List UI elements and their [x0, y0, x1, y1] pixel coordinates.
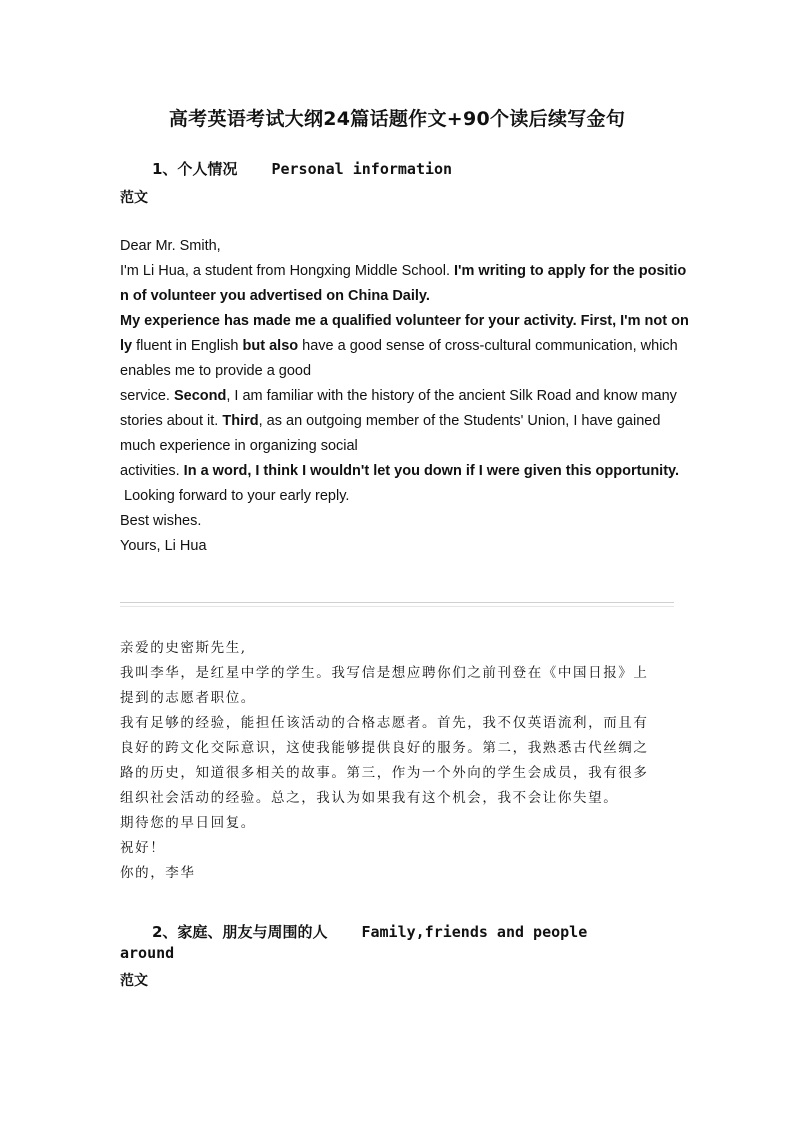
letter-en-line-5: ly fluent in English but also have a good sense of cross-cultural communication, which [120, 338, 678, 354]
letter-cn-line-5: 良好的跨文化交际意识，这使我能够提供良好的服务。第二，我熟悉古代丝绸之 [120, 740, 649, 756]
letter-cn-line-7: 组织社会活动的经验。总之，我认为如果我有这个机会，我不会让你失望。 [120, 790, 619, 806]
section-2-heading-continued: around [120, 944, 175, 962]
letter-en-line-4: My experience has made me a qualified volunteer for your activity. First, I'm not on [120, 313, 689, 329]
letter-en-line-3: n of volunteer you advertised on China Daily. [120, 288, 430, 304]
letter-cn-line-6: 路的历史，知道很多相关的故事。第三，作为一个外向的学生会成员，我有很多 [120, 765, 649, 781]
letter-en-signature: Yours, Li Hua [120, 538, 207, 554]
letter-en-line-11: Looking forward to your early reply. [124, 488, 350, 504]
letter-en-line-8: stories about it. Third, as an outgoing member of the Students' Union, I have gained [120, 413, 661, 429]
page-title: 高考英语考试大纲24篇话题作文+90个读后续写金句 [168, 108, 626, 130]
letter-cn-line-1: 亲爱的史密斯先生, [120, 640, 247, 656]
section-1-heading-cn: 1、个人情况 [152, 160, 238, 178]
letter-cn-line-4: 我有足够的经验，能担任该活动的合格志愿者。首先，我不仅英语流利，而且有 [120, 715, 649, 731]
letter-en-line-6: enables me to provide a good [120, 363, 312, 379]
letter-cn-line-10: 你的，李华 [120, 865, 196, 881]
section-2-heading-cn: 2、家庭、朋友与周围的人 [152, 923, 328, 941]
section-1-sample-label: 范文 [120, 190, 148, 206]
section-2-heading-en: Family,friends and people [361, 923, 588, 941]
letter-cn-line-9: 祝好！ [120, 840, 166, 856]
letter-en-line-2: I'm Li Hua, a student from Hongxing Middle School. I'm writing to apply for the positio [120, 263, 687, 279]
letter-cn-line-3: 提到的志愿者职位。 [120, 690, 256, 706]
letter-en-line-7: service. Second, I am familiar with the history of the ancient Silk Road and know many [120, 388, 677, 404]
letter-en-line-10: activities. In a word, I think I wouldn't let you down if I were given this opportunity. [120, 463, 680, 479]
letter-cn-line-8: 期待您的早日回复。 [120, 815, 256, 831]
letter-en-greeting: Dear Mr. Smith, [120, 238, 221, 254]
section-2-heading [152, 921, 587, 942]
letter-en-line-12: Best wishes. [120, 513, 202, 529]
section-2-sample-label: 范文 [120, 973, 148, 989]
section-1-heading [152, 158, 452, 179]
section-1-heading-en: Personal information [271, 160, 453, 178]
letter-en-line-9: much experience in organizing social [120, 438, 358, 454]
section-divider [120, 602, 674, 607]
letter-cn-line-2: 我叫李华，是红星中学的学生。我写信是想应聘你们之前刊登在《中国日报》上 [120, 665, 649, 681]
